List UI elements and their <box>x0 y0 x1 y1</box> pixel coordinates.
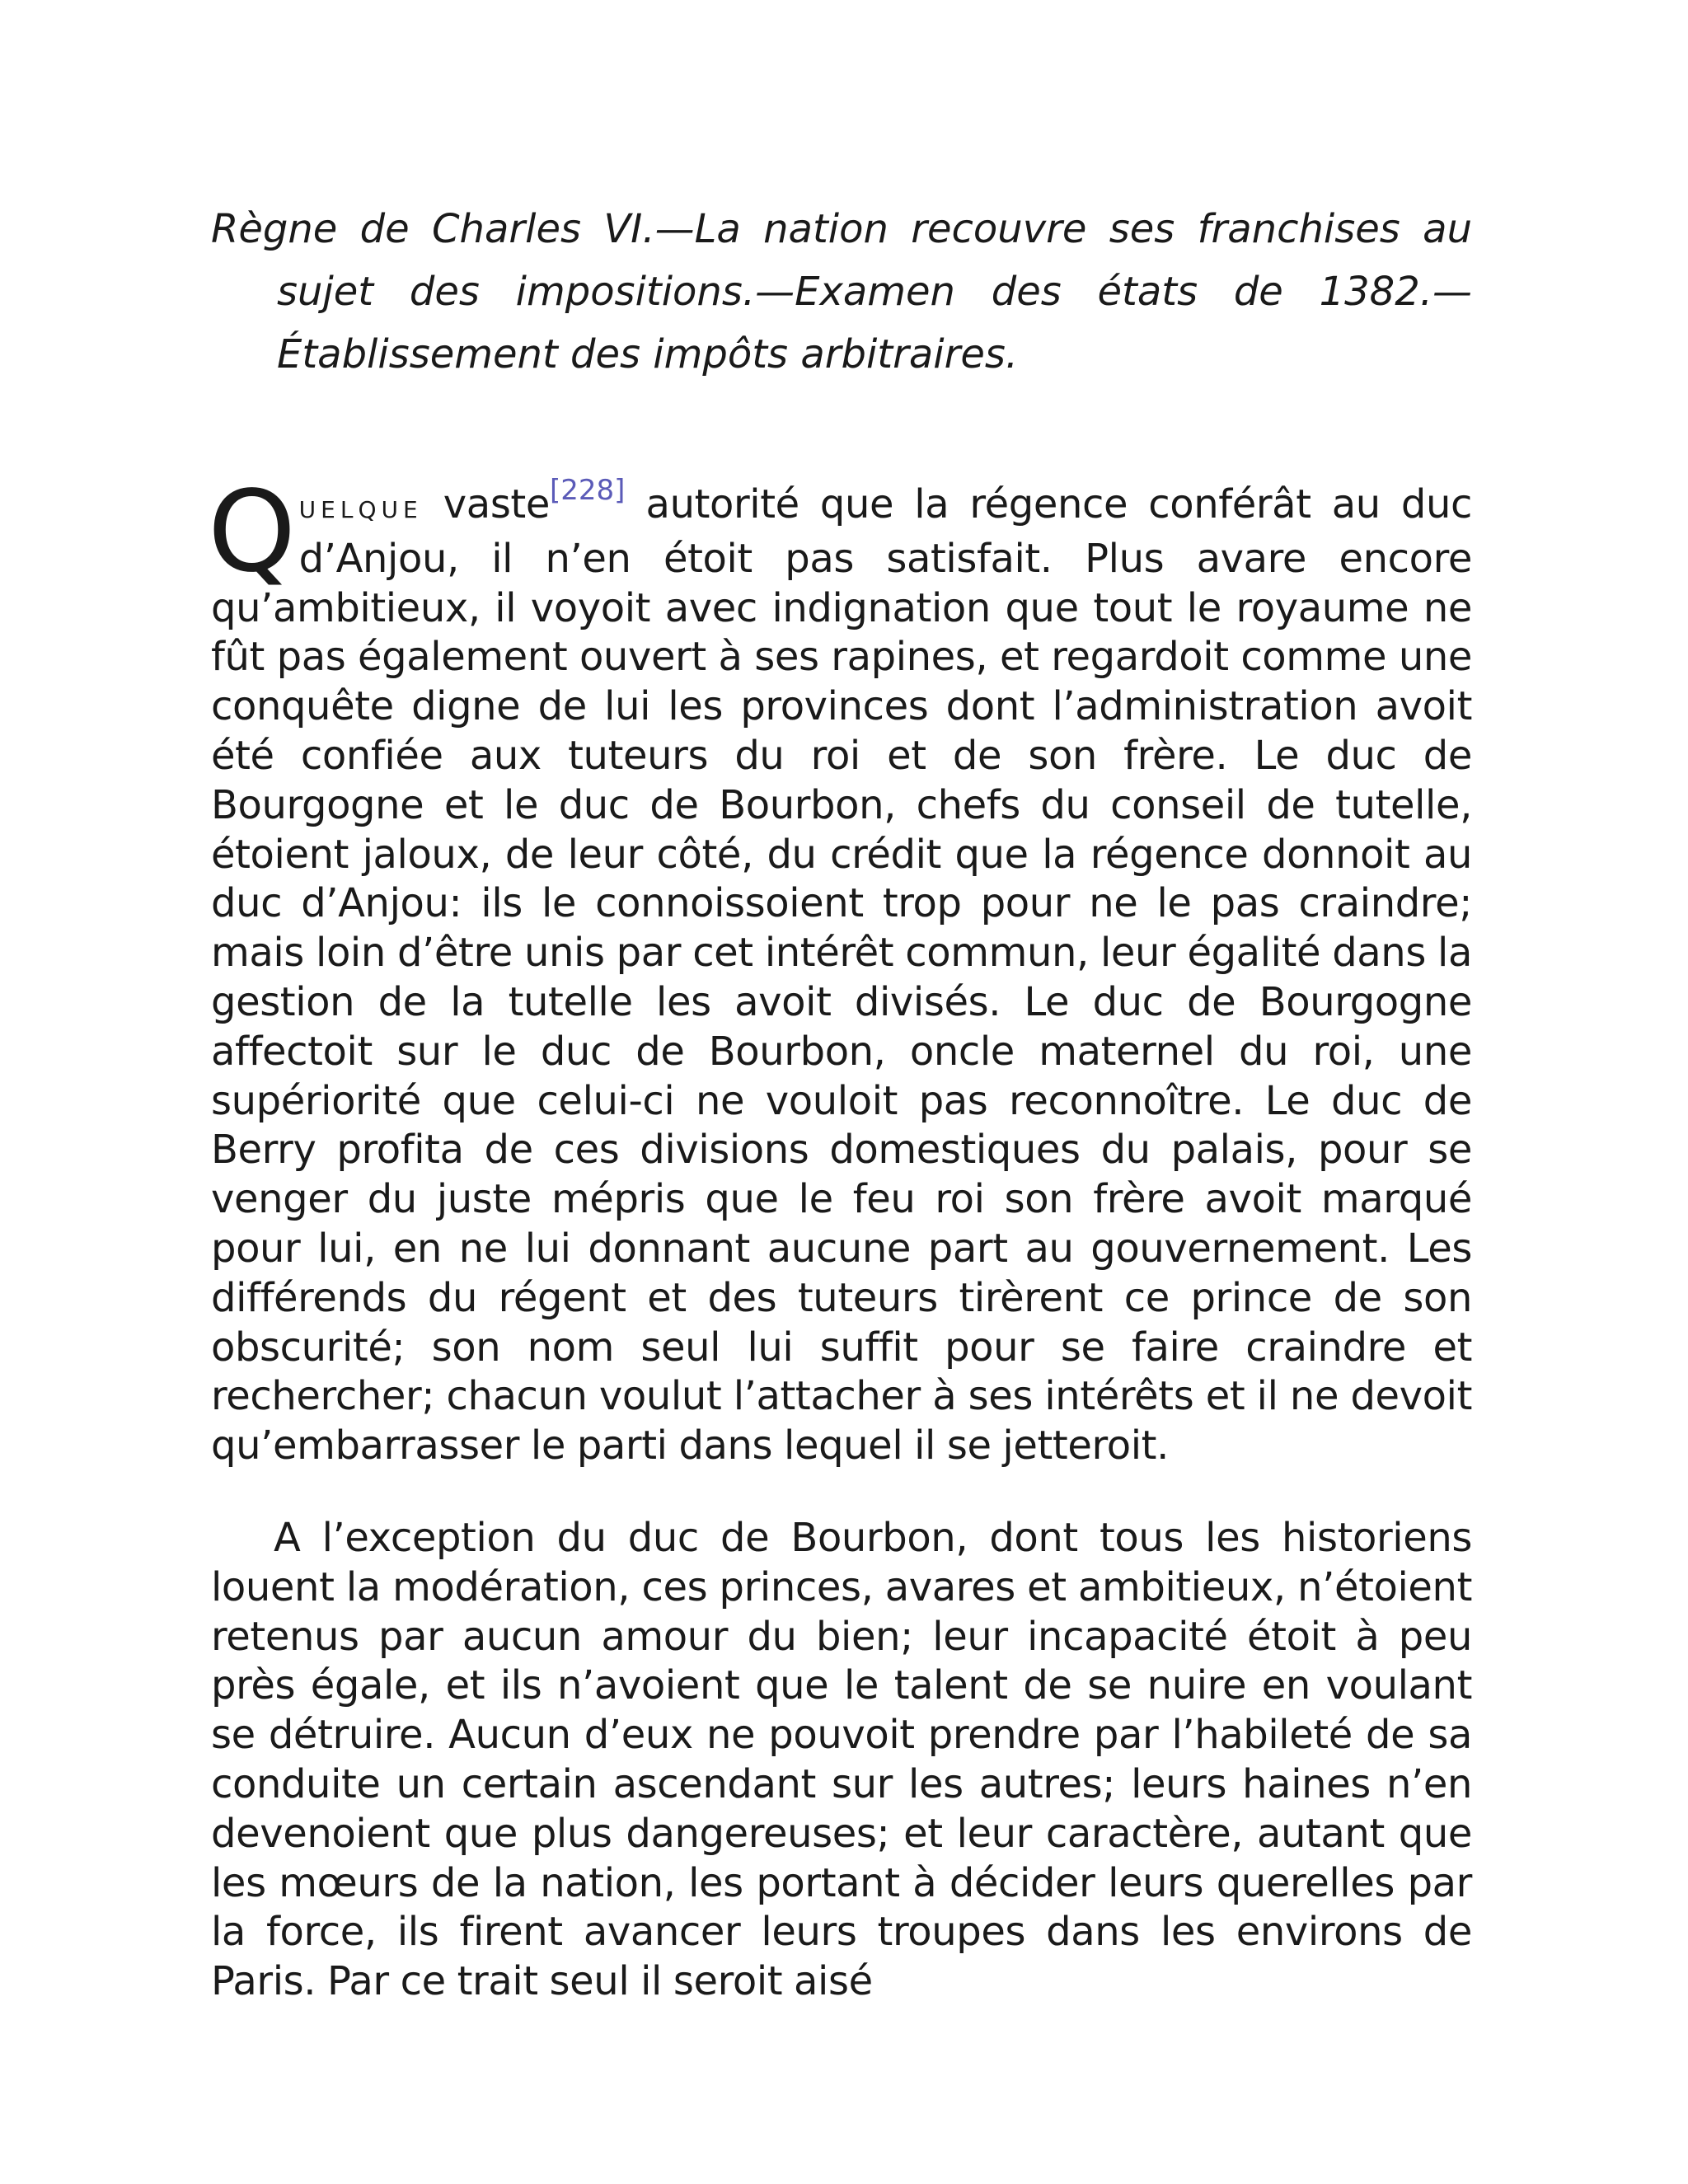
small-caps-word: UELQUE <box>298 496 423 523</box>
drop-cap: Q <box>208 467 296 598</box>
paragraph-2: A l’exception du duc de Bourbon, dont tous les historiens louent la modération, ces princes, avares et ambitieux, n’étoient retenus par aucun amour du bien; leur incapacité étoit à peu près égale, et ils n’avoient que le talent de se nuire en voulant se détruire. Aucun d’eux ne pouvoit prendre par l’habileté de sa conduite un certain ascendant sur les autres; leurs haines n’en devenoient que plus dangereuses; et leur caractère, autant que les mœurs de la nation, les portant à décider leurs querelles par la force, ils firent avancer leurs troupes dans les environs de Paris. Par ce trait seul il seroit aisé <box>211 1514 1472 2005</box>
paragraph-1-lead: vaste <box>422 481 550 527</box>
footnote-link[interactable]: [228] <box>549 474 626 507</box>
paragraph-1 <box>208 467 1472 1471</box>
page <box>208 198 1472 2007</box>
paragraph-1-text: autorité que la régence conférât au duc d’Anjou, il n’en étoit pas satisfait. Plus avare encore qu’ambitieux, il voyoit avec indignation que tout le royaume ne fût pas également ouvert à ses rapines, et regardoit comme une conquête digne de lui les provinces dont l’administration avoit été confiée aux tuteurs du roi et de son frère. Le duc de Bourgogne et le duc de Bourbon, chefs du conseil de tutelle, étoient jaloux, de leur côté, du crédit que la régence donnoit au duc d’Anjou: ils le connoissoient trop pour ne le pas craindre; mais loin d’être unis par cet intérêt commun, leur égalité dans la gestion de la tutelle les avoit divisés. Le duc de Bourgogne affectoit sur le duc de Bourbon, oncle maternel du roi, une supériorité que celui-ci ne vouloit pas reconnoître. Le duc de Berry profita de ces divisions domestiques du palais, pour se venger du juste mépris que le feu roi son frère avoit marqué pour lui, en ne lui donnant aucune part au gouvernement. Les différends du régent et des tuteurs tirèrent ce prince de son obscurité; son nom seul lui suffit pour se faire craindre et rechercher; chacun voulut l’attacher à ses intérêts et il ne devoit qu’embarrasser le parti dans lequel il se jetteroit. <box>211 481 1472 1469</box>
chapter-summary: Règne de Charles VI.—La nation recouvre ses franchises au sujet des impositions.—Examen des états de 1382.—Établissement des impôts arbitraires. <box>211 206 1472 377</box>
